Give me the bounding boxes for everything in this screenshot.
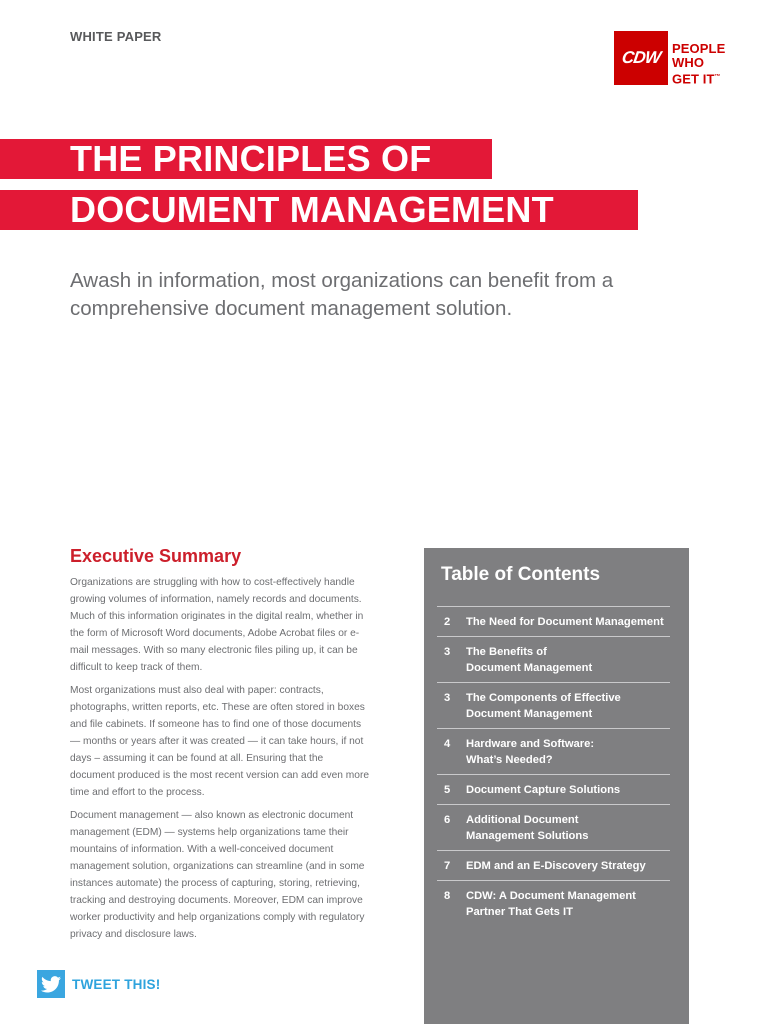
toc-page-number: 7: [444, 860, 451, 872]
toc-item-title: Hardware and Software: What’s Needed?: [466, 738, 595, 766]
page-title-line-2: DOCUMENT MANAGEMENT: [0, 190, 638, 230]
toc-item[interactable]: [437, 880, 670, 926]
toc-item[interactable]: [437, 850, 670, 880]
toc-item-title: The Benefits of Document Management: [466, 646, 593, 674]
toc-page-number: 4: [444, 738, 451, 750]
toc-item-title: Additional Document Management Solutions: [466, 814, 589, 842]
cdw-logo-tagline: PEOPLE WHO GET IT™: [672, 41, 726, 87]
toc-item-title: The Need for Document Management: [466, 616, 664, 628]
executive-summary-paragraph: Document management — also known as electronic document management (EDM) — systems help organizations tame their mountains of information. With a well-conceived document management solution, organizations can streamline (and in some instances automate) the process of capturing, storing, retrieving, tracking and destroying documents. Moreover, EDM can improve worker productivity and help organizations comply with regulatory privacy and disclosure laws.: [70, 810, 365, 940]
toc-page-number: 5: [444, 784, 451, 796]
toc-item[interactable]: [437, 606, 670, 636]
toc-item[interactable]: [437, 682, 670, 728]
twitter-bird-icon[interactable]: [37, 970, 65, 998]
toc-item[interactable]: [437, 636, 670, 682]
toc-item[interactable]: [437, 774, 670, 804]
toc-item-title: The Components of Effective Document Management: [466, 692, 621, 720]
tweet-this-label[interactable]: TWEET THIS!: [72, 976, 161, 992]
page-title-line-1: THE PRINCIPLES OF: [0, 139, 492, 179]
toc-item-title: EDM and an E-Discovery Strategy: [466, 860, 646, 872]
cdw-logo[interactable]: [614, 31, 754, 85]
cdw-logo-mark: CDW: [614, 31, 668, 85]
document-type-label: WHITE PAPER: [70, 29, 162, 44]
executive-summary-paragraph: Most organizations must also deal with paper: contracts, photographs, written reports, etc. These are often stored in boxes and file cabinets. If someone has to find one of those documents — months or years after it was created — it can take hours, if not days – assuming it can be found at all. Ensuring that the document produced is the most recent version can add even more time and effort to the process.: [70, 685, 369, 798]
toc-item[interactable]: [437, 804, 670, 850]
executive-summary-paragraph: Organizations are struggling with how to cost-effectively handle growing volumes of information, namely records and documents. Much of this information originates in the digital realm, whether in the form of Microsoft Word documents, Adobe Acrobat files or e-mail messages. With so many electronic files piling up, it can be difficult to keep track of them.: [70, 577, 364, 673]
page-subtitle: Awash in information, most organizations can benefit from a comprehensive document management solution.: [70, 269, 614, 320]
toc-page-number: 3: [444, 646, 451, 658]
toc-page-number: 8: [444, 890, 451, 902]
table-of-contents: [424, 548, 689, 1024]
toc-item[interactable]: [437, 728, 670, 774]
toc-page-number: 2: [444, 616, 451, 628]
executive-summary-heading: Executive Summary: [70, 546, 242, 566]
toc-heading: Table of Contents: [441, 564, 601, 585]
toc-item-title: CDW: A Document Management Partner That Gets IT: [466, 890, 636, 918]
toc-page-number: 3: [444, 692, 451, 704]
executive-summary-body: [70, 574, 370, 949]
tweet-this-link[interactable]: [37, 970, 160, 998]
toc-page-number: 6: [444, 814, 451, 826]
toc-list: [437, 606, 670, 926]
toc-item-title: Document Capture Solutions: [466, 784, 621, 796]
